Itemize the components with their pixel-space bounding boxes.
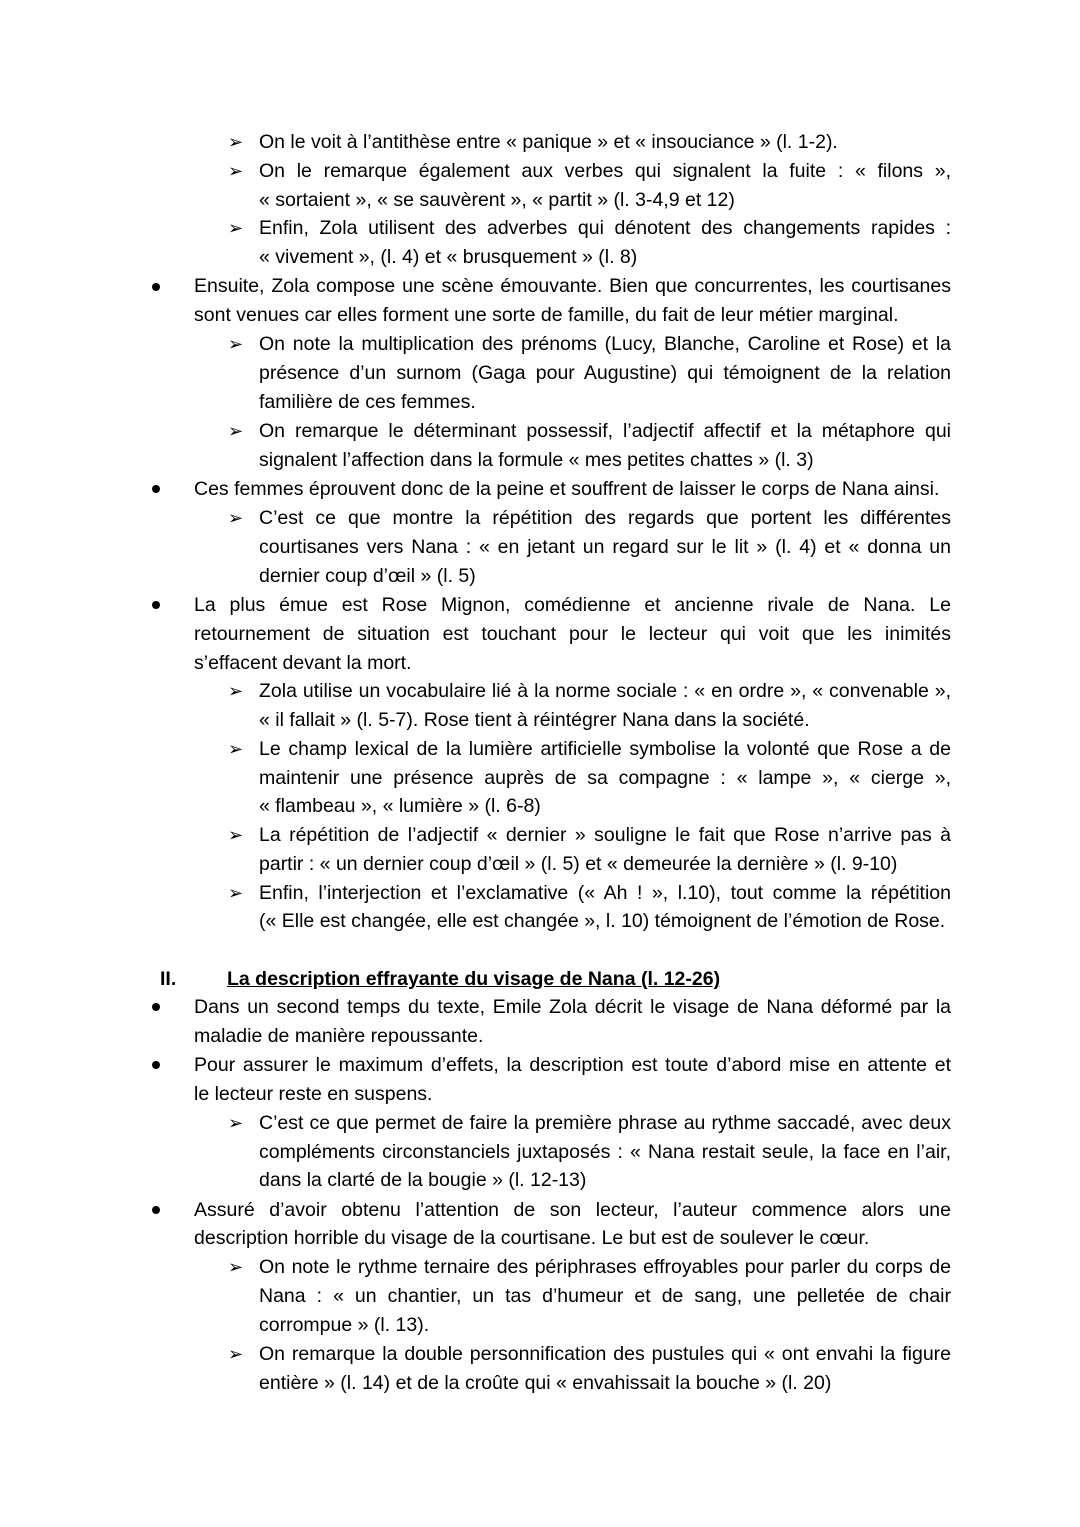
text-line: Nana : « un chantier, un tas d’humeur et de sang, une pelletée de chair bbox=[259, 1285, 951, 1307]
text-line: sont venues car elles forment une sorte de famille, du fait de leur métier marginal. bbox=[194, 304, 899, 326]
text-line: le lecteur reste en suspens. bbox=[194, 1083, 433, 1105]
text-line: courtisanes vers Nana : « en jetant un regard sur le lit » (l. 4) et « donna un bbox=[259, 536, 951, 558]
text-line: On remarque la double personnification des pustules qui « ont envahi la figure bbox=[259, 1343, 951, 1365]
text-line: On le remarque également aux verbes qui signalent la fuite : « filons », bbox=[259, 160, 951, 182]
text-line: entière » (l. 14) et de la croûte qui « envahissait la bouche » (l. 20) bbox=[259, 1372, 832, 1394]
text-line: (« Elle est changée, elle est changée », l. 10) témoignent de l’émotion de Rose. bbox=[259, 910, 946, 932]
text-line: « vivement », (l. 4) et « brusquement » (l. 8) bbox=[259, 246, 638, 268]
section-number: II. bbox=[160, 968, 177, 990]
text-line: Le champ lexical de la lumière artificielle symbolise la volonté que Rose a de bbox=[259, 738, 951, 760]
text-line: « sortaient », « se sauvèrent », « partit » (l. 3-4,9 et 12) bbox=[259, 189, 735, 211]
text-line: C’est ce que montre la répétition des regards que portent les différentes bbox=[259, 507, 951, 529]
text-line: familière de ces femmes. bbox=[259, 391, 476, 413]
text-line: Ces femmes éprouvent donc de la peine et souffrent de laisser le corps de Nana ainsi. bbox=[194, 478, 940, 500]
text-line: Pour assurer le maximum d’effets, la description est toute d’abord mise en attente et bbox=[194, 1054, 951, 1076]
text-line: La plus émue est Rose Mignon, comédienne et ancienne rivale de Nana. Le bbox=[194, 594, 951, 616]
text-line: dans la clarté de la bougie » (l. 12-13) bbox=[259, 1169, 587, 1191]
arrow-bullet-icon: ➢ bbox=[228, 218, 244, 238]
arrow-bullet-icon: ➢ bbox=[228, 883, 244, 903]
bullet-dot-icon bbox=[152, 1061, 160, 1069]
arrow-bullet-icon: ➢ bbox=[228, 1257, 244, 1277]
arrow-bullet-icon: ➢ bbox=[228, 1344, 244, 1364]
bullet-dot-icon bbox=[152, 1003, 160, 1011]
text-line: La répétition de l’adjectif « dernier » souligne le fait que Rose n’arrive pas à bbox=[259, 824, 951, 846]
arrow-bullet-icon: ➢ bbox=[228, 508, 244, 528]
text-line: Enfin, l’interjection et l’exclamative (« Ah ! », l.10), tout comme la répétition bbox=[259, 882, 951, 904]
text-line: Zola utilise un vocabulaire lié à la norme sociale : « en ordre », « convenable », bbox=[259, 680, 951, 702]
bullet-dot-icon bbox=[152, 283, 160, 291]
text-line: On note la multiplication des prénoms (Lucy, Blanche, Caroline et Rose) et la bbox=[259, 333, 951, 355]
arrow-bullet-icon: ➢ bbox=[228, 681, 244, 701]
text-line: maintenir une présence auprès de sa compagne : « lampe », « cierge », bbox=[259, 767, 951, 789]
text-line: Dans un second temps du texte, Emile Zola décrit le visage de Nana déformé par la bbox=[194, 996, 951, 1018]
arrow-bullet-icon: ➢ bbox=[228, 132, 244, 152]
text-line: présence d’un surnom (Gaga pour Augustine) qui témoignent de la relation bbox=[259, 362, 951, 384]
text-line: C’est ce que permet de faire la première phrase au rythme saccadé, avec deux bbox=[259, 1112, 951, 1134]
text-line: compléments circonstanciels juxtaposés : « Nana restait seule, la face en l’air, bbox=[259, 1141, 951, 1163]
arrow-bullet-icon: ➢ bbox=[228, 334, 244, 354]
text-line: Assuré d’avoir obtenu l’attention de son lecteur, l’auteur commence alors une bbox=[194, 1199, 951, 1221]
text-line: On remarque le déterminant possessif, l’adjectif affectif et la métaphore qui bbox=[259, 420, 951, 442]
arrow-bullet-icon: ➢ bbox=[228, 739, 244, 759]
text-line: retournement de situation est touchant pour le lecteur qui voit que les inimités bbox=[194, 623, 951, 645]
text-line: maladie de manière repoussante. bbox=[194, 1025, 484, 1047]
text-line: description horrible du visage de la courtisane. Le but est de soulever le cœur. bbox=[194, 1227, 870, 1249]
arrow-bullet-icon: ➢ bbox=[228, 161, 244, 181]
bullet-dot-icon bbox=[152, 1206, 160, 1214]
text-line: « il fallait » (l. 5-7). Rose tient à réintégrer Nana dans la société. bbox=[259, 709, 810, 731]
arrow-bullet-icon: ➢ bbox=[228, 825, 244, 845]
section-heading: La description effrayante du visage de Nana (l. 12-26) bbox=[227, 968, 721, 990]
text-line: signalent l’affection dans la formule « mes petites chattes » (l. 3) bbox=[259, 449, 814, 471]
text-line: On le voit à l’antithèse entre « panique » et « insouciance » (l. 1-2). bbox=[259, 131, 838, 153]
text-line: Enfin, Zola utilisent des adverbes qui dénotent des changements rapides : bbox=[259, 217, 951, 239]
text-line: dernier coup d’œil » (l. 5) bbox=[259, 565, 476, 587]
text-line: partir : « un dernier coup d’œil » (l. 5) et « demeurée la dernière » (l. 9-10) bbox=[259, 853, 898, 875]
arrow-bullet-icon: ➢ bbox=[228, 421, 244, 441]
arrow-bullet-icon: ➢ bbox=[228, 1113, 244, 1133]
text-line: Ensuite, Zola compose une scène émouvante. Bien que concurrentes, les courtisanes bbox=[194, 275, 951, 297]
text-line: On note le rythme ternaire des périphrases effroyables pour parler du corps de bbox=[259, 1256, 951, 1278]
text-line: corrompue » (l. 13). bbox=[259, 1314, 430, 1336]
text-line: s’effacent devant la mort. bbox=[194, 652, 412, 674]
text-line: « flambeau », « lumière » (l. 6-8) bbox=[259, 795, 541, 817]
bullet-dot-icon bbox=[152, 601, 160, 609]
bullet-dot-icon bbox=[152, 485, 160, 493]
